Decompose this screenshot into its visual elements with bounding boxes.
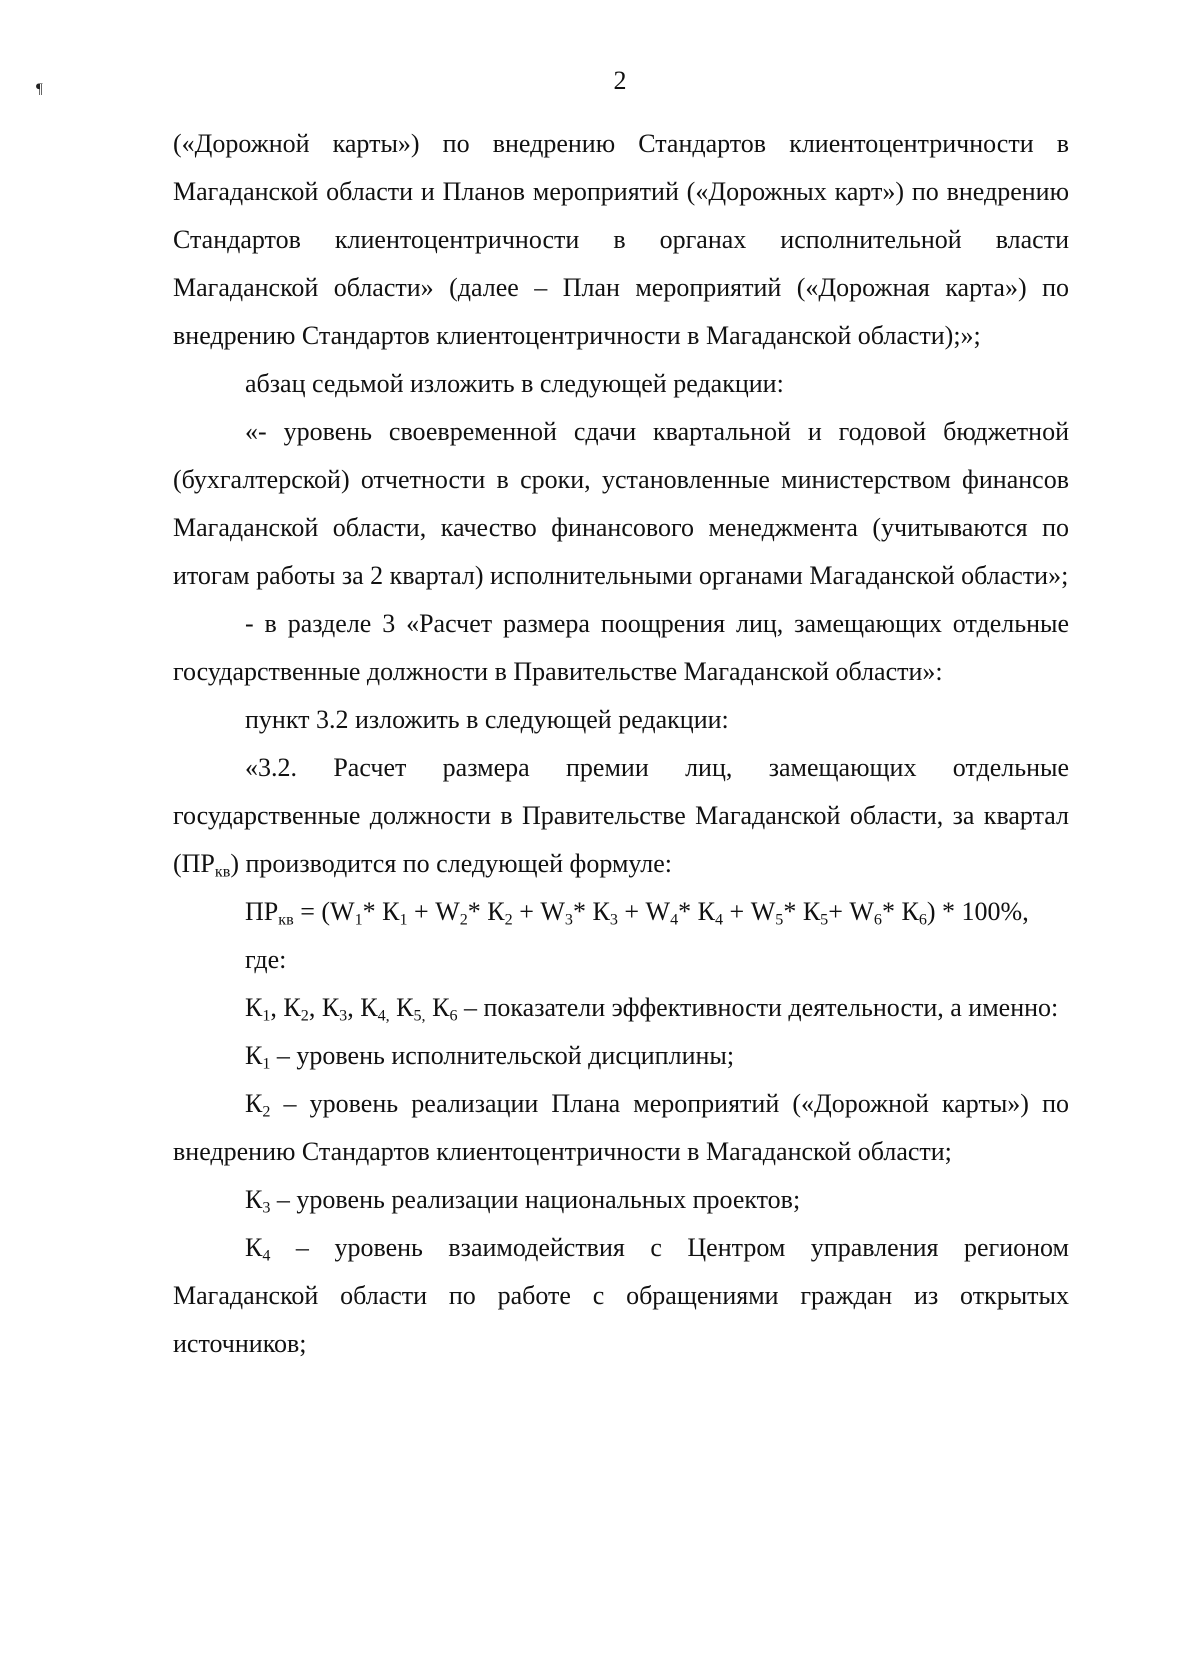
formula-term-12: ) * 100%,	[926, 897, 1029, 926]
k4-text: – уровень взаимодействия с Центром управления регионом Магаданской области по работе с обращениями граждан из открытых источников;	[173, 1233, 1069, 1358]
indicator-letter-5: К	[425, 993, 450, 1022]
paragraph-punkt-3-2: пункт 3.2 изложить в следующей редакции:	[245, 705, 729, 734]
k2-letter: К	[245, 1089, 263, 1118]
indicator-subscript-0: 1	[262, 1007, 271, 1025]
formula-term-3: * К	[467, 897, 505, 926]
k4-letter: К	[245, 1233, 263, 1262]
indicator-subscript-2: 3	[339, 1007, 348, 1025]
indicator-subscript-4: 5,	[413, 1007, 426, 1025]
formula-term-subscript-8: 5	[775, 911, 784, 929]
formula-term-subscript-0: 1	[354, 911, 363, 929]
premium-formula	[173, 888, 1069, 936]
formula-pr-subscript: кв	[278, 911, 294, 929]
indicators-tail-text: – показатели эффективности деятельности, а именно:	[457, 993, 1059, 1022]
formula-term-subscript-10: 6	[873, 911, 882, 929]
indicator-letter-4: К	[389, 993, 414, 1022]
paragraph-roadmap-continuation: («Дорожной карты») по внедрению Стандартов клиентоцентричности в Магаданской области и Планов мероприятий («Дорожных карт») по внедрению Стандартов клиентоцентричности в органах исполнительной власти Магаданской области» (далее – План мероприятий («Дорожная карта») по внедрению Стандартов клиентоцентричности в Магаданской области);»;	[173, 129, 1069, 350]
formula-term-7: * К	[678, 897, 715, 926]
formula-term-10: + W	[828, 897, 874, 926]
indicator-subscript-1: 2	[300, 1007, 309, 1025]
formula-term-8: + W	[723, 897, 776, 926]
formula-term-subscript-4: 3	[564, 911, 573, 929]
k3-text: – уровень реализации национальных проектов;	[270, 1185, 801, 1214]
formula-term-11: * К	[881, 897, 919, 926]
formula-term-9: * К	[783, 897, 821, 926]
premium-calc-text-before: «3.2. Расчет размера премии лиц, замещающих отдельные государственные должности в Правительстве Магаданской области, за квартал (ПР	[173, 753, 1069, 878]
formula-term-subscript-3: 2	[504, 911, 513, 929]
paragraph-section-3: - в разделе 3 «Расчет размера поощрения лиц, замещающих отдельные государственные должности в Правительстве Магаданской области»:	[173, 609, 1069, 686]
formula-term-5: * К	[572, 897, 610, 926]
paragraph-reporting-level: «- уровень своевременной сдачи квартальной и годовой бюджетной (бухгалтерской) отчетности в сроки, установленные министерством финансов Магаданской области, качество финансового менеджмента (учитываются по итогам работы за 2 квартал) исполнительными органами Магаданской области»;	[173, 417, 1069, 590]
indicator-letter-3: , К	[347, 993, 378, 1022]
formula-term-subscript-11: 6	[918, 911, 927, 929]
indicator-subscript-3: 4,	[377, 1007, 390, 1025]
formula-term-subscript-2: 2	[459, 911, 468, 929]
formula-term-subscript-9: 5	[820, 911, 829, 929]
k3-subscript: 3	[262, 1199, 271, 1217]
paragraph-k3	[173, 1176, 1069, 1224]
paragraph-abzac-sedmoy: абзац седьмой изложить в следующей редакции:	[245, 369, 784, 398]
paragraph-indicators-list	[173, 984, 1069, 1032]
k3-letter: К	[245, 1185, 263, 1214]
k4-subscript: 4	[262, 1247, 271, 1265]
formula-term-subscript-7: 4	[714, 911, 724, 929]
premium-calc-text-after: ) производится по следующей формуле:	[230, 849, 673, 878]
indicator-subscript-5: 6	[449, 1007, 458, 1025]
indicator-letter-1: , К	[270, 993, 301, 1022]
formula-term-2: + W	[407, 897, 460, 926]
paragraph-k1	[173, 1032, 1069, 1080]
formula-term-subscript-1: 1	[399, 911, 408, 929]
page-number: 2	[613, 66, 627, 95]
paragraph-k4	[173, 1224, 1069, 1368]
indicator-letter-0: К	[245, 993, 263, 1022]
scan-artifact-mark: ¶	[36, 81, 43, 97]
premium-calc-subscript: кв	[214, 863, 231, 881]
paragraph-k2	[173, 1080, 1069, 1176]
formula-term-4: + W	[512, 897, 565, 926]
document-body	[173, 120, 1069, 1368]
k1-subscript: 1	[262, 1055, 271, 1073]
paragraph-3-2-premium-calc	[173, 744, 1069, 888]
formula-term-6: + W	[617, 897, 671, 926]
indicator-letter-2: , К	[308, 993, 340, 1022]
k1-letter: К	[245, 1041, 263, 1070]
formula-term-0: = (W	[293, 897, 355, 926]
formula-term-subscript-5: 3	[609, 911, 618, 929]
paragraph-where: где:	[245, 945, 287, 974]
k2-subscript: 2	[262, 1103, 271, 1121]
formula-pr: ПР	[245, 897, 279, 926]
k2-text: – уровень реализации Плана мероприятий («Дорожной карты») по внедрению Стандартов клиентоцентричности в Магаданской области;	[173, 1089, 1069, 1166]
k1-text: – уровень исполнительской дисциплины;	[270, 1041, 735, 1070]
formula-term-1: * К	[362, 897, 400, 926]
formula-term-subscript-6: 4	[670, 911, 679, 929]
